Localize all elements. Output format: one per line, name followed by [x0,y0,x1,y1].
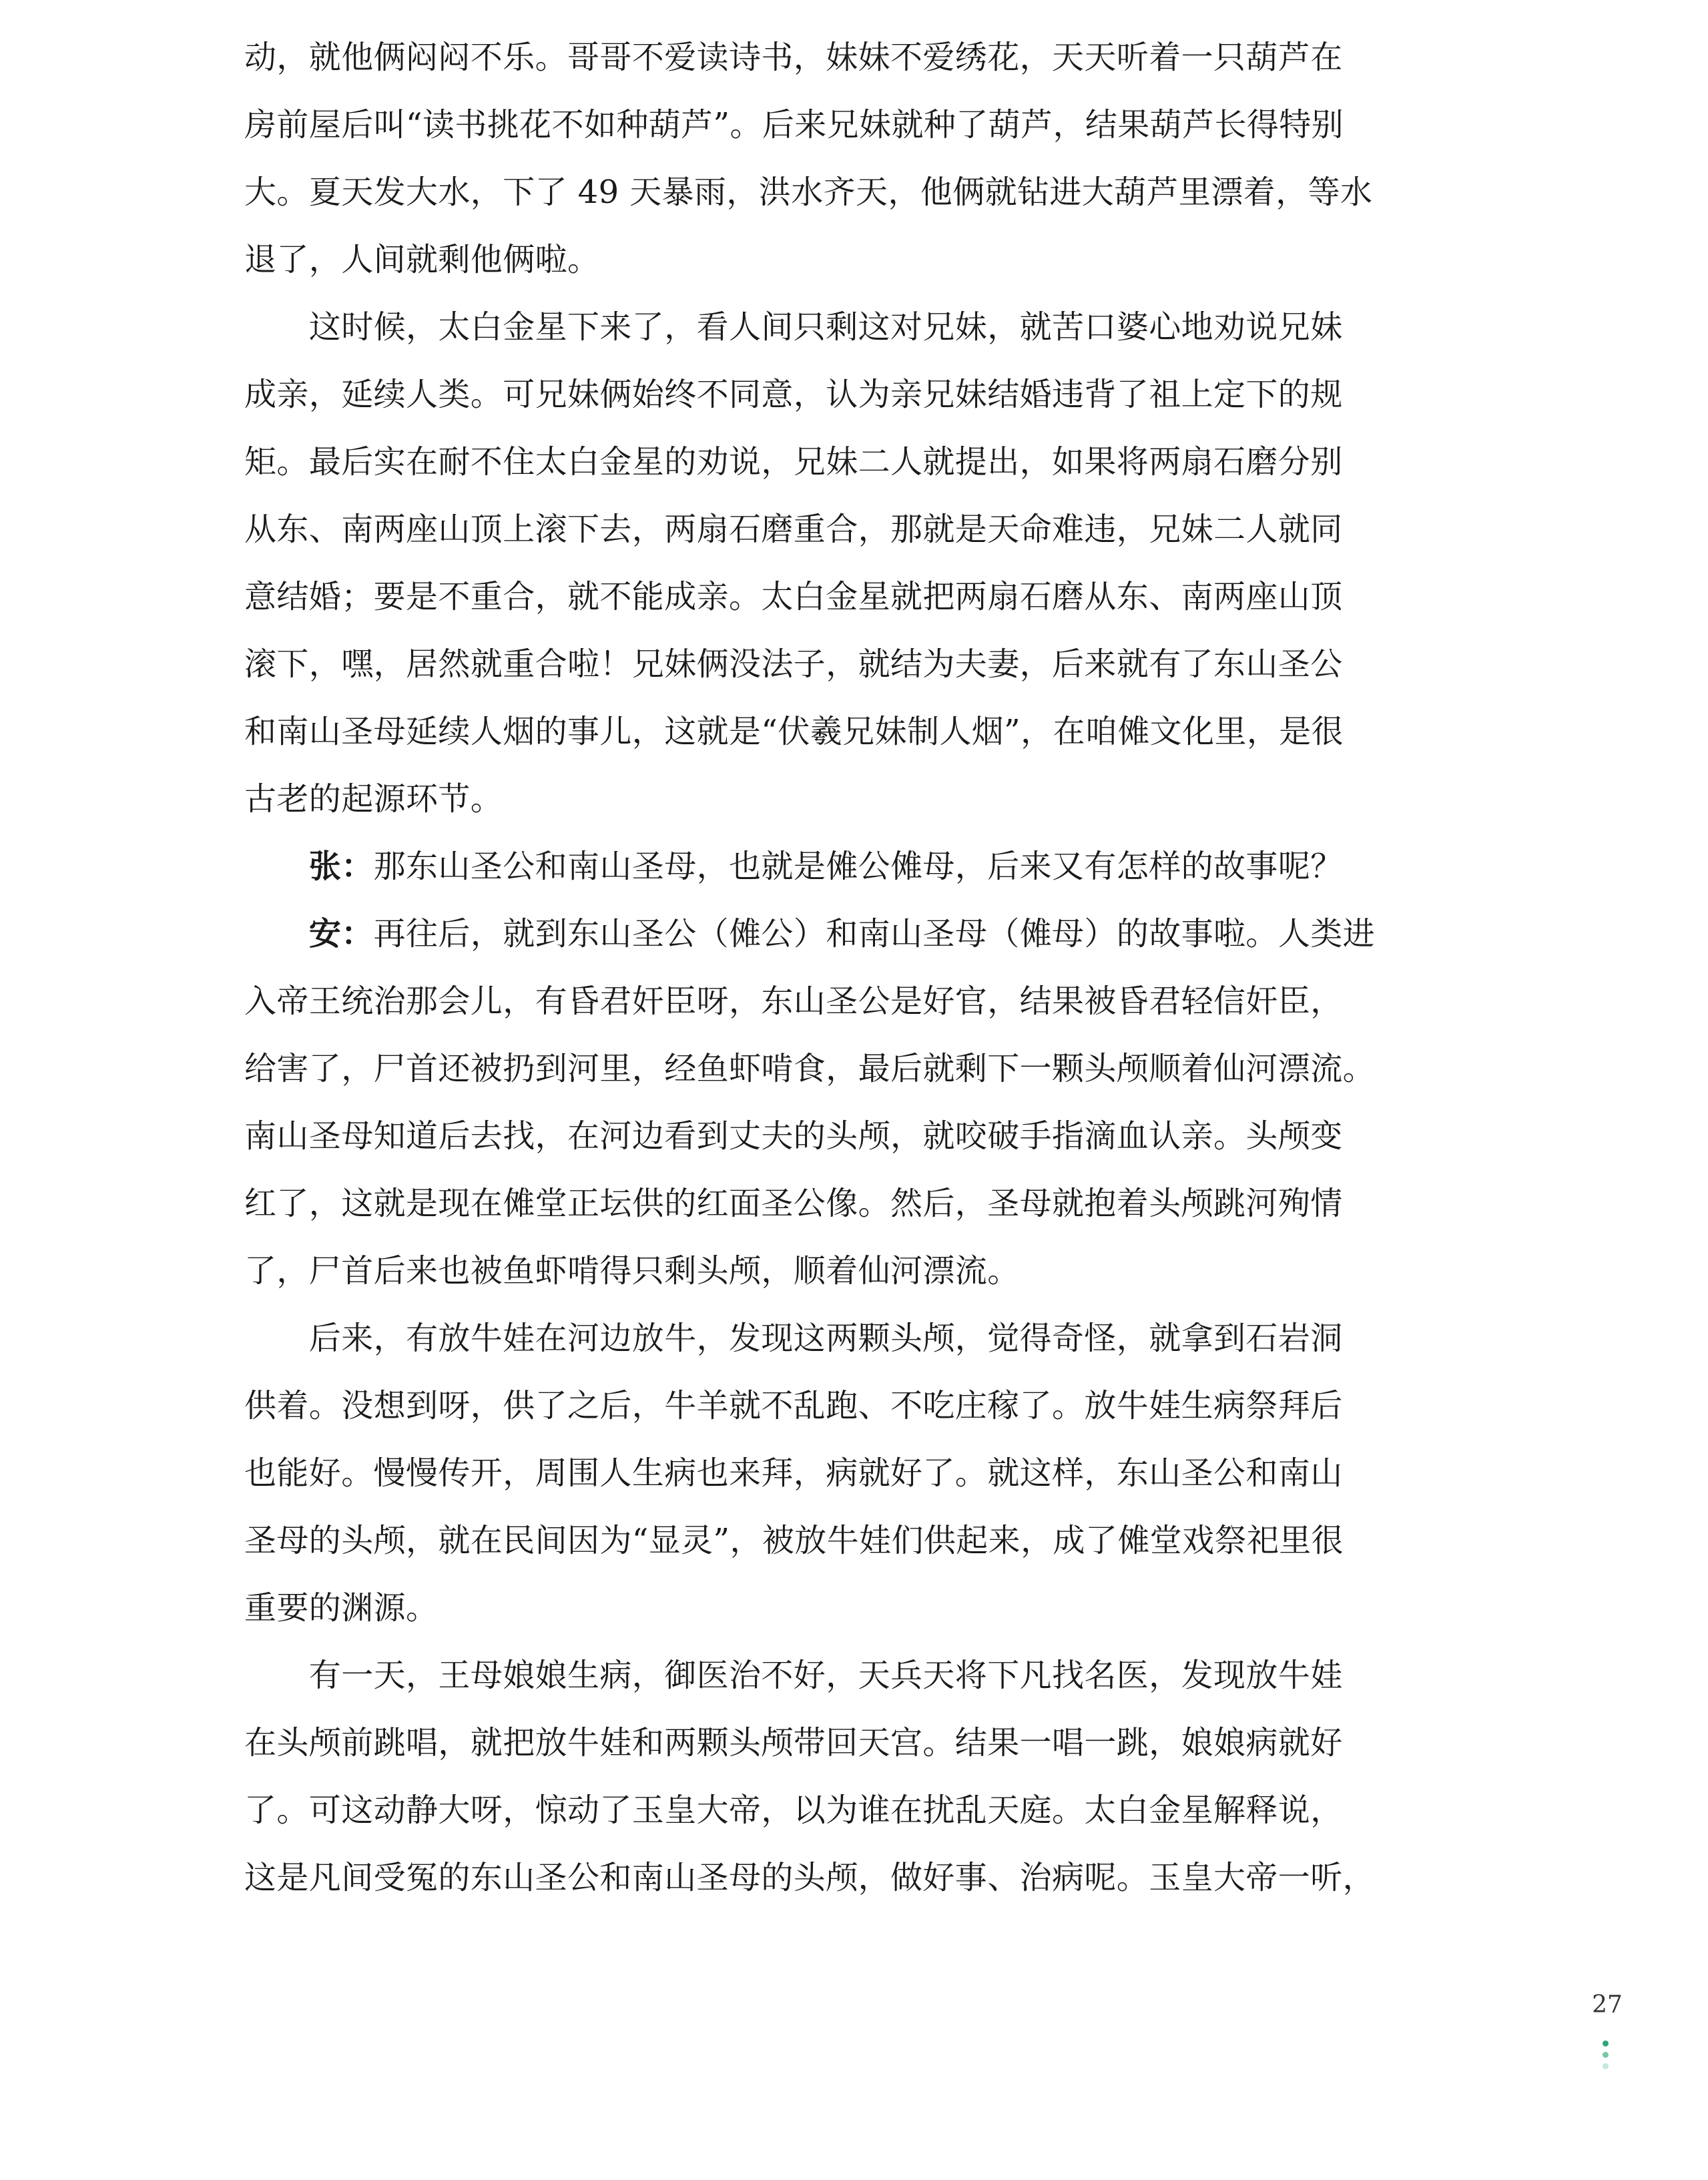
text-line: 意结婚；要是不重合，就不能成亲。太白金星就把两扇石磨从东、南两座山顶 [244,578,1343,615]
text-line: 了，尸首后来也被鱼虾啃得只剩头颅，顺着仙河漂流。 [244,1252,1020,1290]
text-line: 南山圣母知道后去找，在河边看到丈夫的头颅，就咬破手指滴血认亲。头颅变 [244,1117,1343,1155]
dialogue-text: 再往后，就到东山圣公（傩公）和南山圣母（傩母）的故事啦。人类进 [373,915,1376,952]
text-line: 这是凡间受冤的东山圣公和南山圣母的头颅，做好事、治病呢。玉皇大帝一听， [244,1859,1376,1896]
text-line: 后来，有放牛娃在河边放牛，发现这两颗头颅，觉得奇怪，就拿到石岩洞 [244,1320,1343,1357]
speaker-label-an: 安： [308,915,374,952]
page-number: 27 [1592,1991,1623,2018]
body-text [244,24,1480,1912]
text-line: 动，就他俩闷闷不乐。哥哥不爱读诗书，妹妹不爱绣花，天天听着一只葫芦在 [244,39,1343,76]
dialogue-line [244,833,1480,900]
text-line: 从东、南两座山顶上滚下去，两扇石磨重合，那就是天命难违，兄妹二人就同 [244,511,1343,548]
text-line: 也能好。慢慢传开，周围人生病也来拜，病就好了。就这样，东山圣公和南山 [244,1454,1343,1492]
text-line: 滚下，嘿，居然就重合啦！兄妹俩没法子，就结为夫妻，后来就有了东山圣公 [244,645,1343,683]
page-marker-dot [1603,2052,1609,2058]
text-line: 红了，这就是现在傩堂正坛供的红面圣公像。然后，圣母就抱着头颅跳河殉情 [244,1185,1343,1222]
text-line: 和南山圣母延续人烟的事儿，这就是“伏羲兄妹制人烟”，在咱傩文化里，是很 [244,713,1344,750]
text-line: 圣母的头颅，就在民间因为“显灵”，被放牛娃们供起来，成了傩堂戏祭祀里很 [244,1522,1344,1559]
text-line: 房前屋后叫“读书挑花不如种葫芦”。后来兄妹就种了葫芦，结果葫芦长得特别 [244,106,1344,144]
dialogue-line [244,900,1480,968]
dialogue-text: 那东山圣公和南山圣母，也就是傩公傩母，后来又有怎样的故事呢？ [373,848,1343,885]
text-line: 重要的渊源。 [244,1589,439,1627]
text-line: 给害了，尸首还被扔到河里，经鱼虾啃食，最后就剩下一颗头颅顺着仙河漂流。 [244,1050,1376,1087]
page-marker-dot [1603,2063,1609,2069]
speaker-label-zhang: 张： [308,848,374,885]
text-line: 在头颅前跳唱，就把放牛娃和两颗头颅带回天宫。结果一唱一跳，娘娘病就好 [244,1724,1343,1761]
text-line: 这时候，太白金星下来了，看人间只剩这对兄妹，就苦口婆心地劝说兄妹 [244,308,1343,346]
text-line: 矩。最后实在耐不住太白金星的劝说，兄妹二人就提出，如果将两扇石磨分别 [244,443,1343,481]
text-line: 入帝王统治那会儿，有昏君奸臣呀，东山圣公是好官，结果被昏君轻信奸臣， [244,983,1343,1020]
text-line: 供着。没想到呀，供了之后，牛羊就不乱跑、不吃庄稼了。放牛娃生病祭拜后 [244,1387,1343,1424]
page-marker-dot [1603,2040,1609,2047]
text-line: 古老的起源环节。 [244,780,503,818]
text-line: 退了，人间就剩他俩啦。 [244,241,600,278]
text-line: 了。可这动静大呀，惊动了玉皇大帝，以为谁在扰乱天庭。太白金星解释说， [244,1792,1343,1829]
text-line: 成亲，延续人类。可兄妹俩始终不同意，认为亲兄妹结婚违背了祖上定下的规 [244,376,1343,413]
text-line: 大。夏天发大水，下了 49 天暴雨，洪水齐天，他俩就钻进大葫芦里漂着，等水 [244,174,1373,211]
text-line: 有一天，王母娘娘生病，御医治不好，天兵天将下凡找名医，发现放牛娃 [244,1657,1343,1694]
